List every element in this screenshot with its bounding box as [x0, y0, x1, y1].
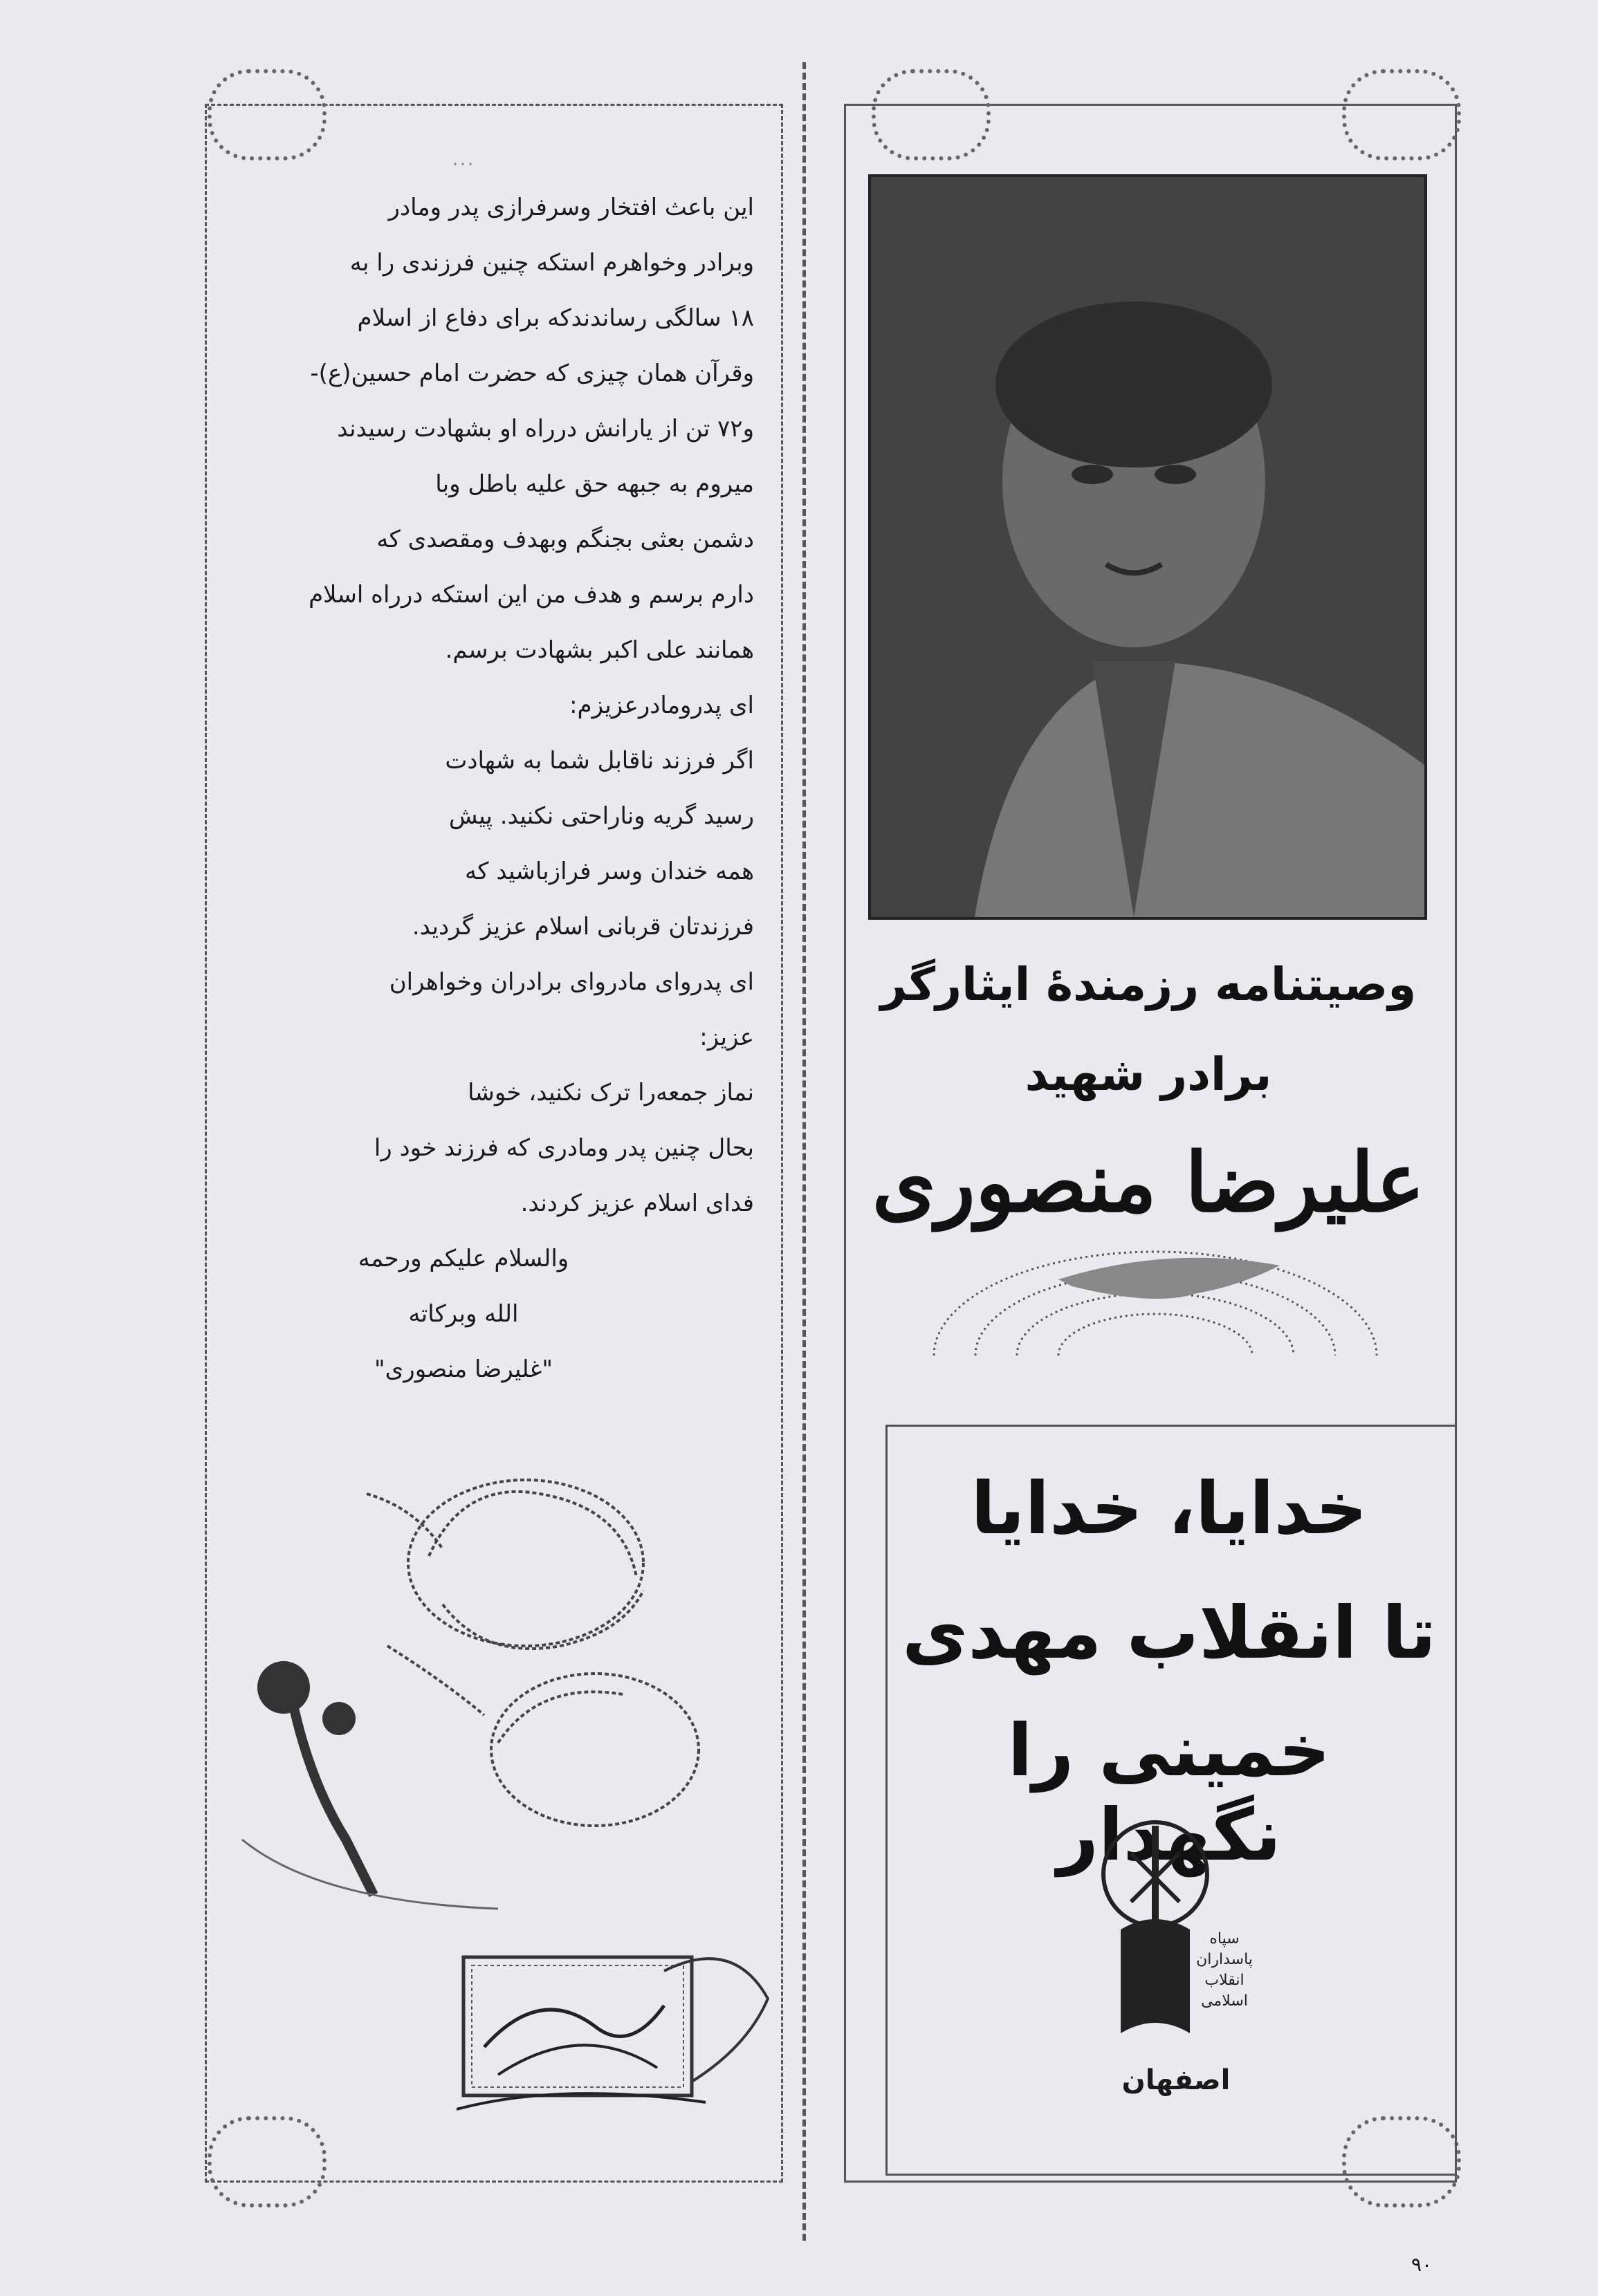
letter-line: همه خندان وسر فرازباشید که: [465, 858, 754, 885]
letter-line: این باعث افتخار وسرفرازی پدر ومادر: [388, 194, 754, 221]
letter-line: و۷۲ تن از یارانش درراه او بشهادت رسیدند: [337, 415, 754, 443]
letter-signature: "غلیرضا منصوری": [374, 1355, 553, 1383]
letter-line: دشمن بعثی بجنگم وبهدف ومقصدی که: [376, 526, 754, 553]
slogan-line: خدایا، خدایا: [971, 1466, 1368, 1550]
city-label: اصفهان: [1121, 2064, 1231, 2096]
martyr-portrait: [868, 174, 1427, 920]
official-stamp: [457, 1943, 782, 2123]
letter-line: نماز جمعه‌را ترک نکنید، خوشا: [468, 1079, 754, 1107]
slogan-line: خمینی را نگهدار: [1007, 1708, 1331, 1877]
letter-line: ای پدرومادرعزیزم:: [569, 692, 754, 719]
irgc-emblem: [1093, 1812, 1259, 2054]
page-number: ۹۰: [1411, 2253, 1433, 2276]
center-divider: [802, 62, 806, 2241]
letter-intro-faint: ...: [452, 147, 475, 170]
corner-ornament: [208, 2116, 327, 2207]
letter-line: بحال چنین پدر ومادری که فرزند خود را: [374, 1134, 754, 1162]
letter-line: ای پدروای مادروای برادران وخواهران: [389, 968, 754, 996]
letter-line: میروم به جبهه‌ حق علیه باطل وبا: [435, 470, 754, 498]
martyr-subtitle: برادر شهید: [1025, 1048, 1272, 1101]
letter-closing: والسلام علیکم ورحمه: [358, 1245, 569, 1272]
rose-drawing: [235, 1452, 775, 1923]
letter-line: وبرادر وخواهرم استکه چنین فرزندی را به: [349, 249, 754, 277]
letter-line: فرزندتان قربانی اسلام عزیز گردید.: [412, 913, 754, 941]
letter-line: دارم برسم و هدف من این استکه درراه اسلام: [309, 581, 754, 609]
will-letter: [173, 138, 754, 1397]
slogan-line: تا انقلاب مهدی: [902, 1591, 1436, 1675]
martyr-name: علیرضا منصوری: [872, 1134, 1425, 1230]
letter-line: وقرآن همان چیزی که حضرت امام حسین(ع)-: [310, 360, 754, 387]
emblem-label: سپاه: [1209, 1930, 1240, 1947]
will-title: وصیتنامه رزمندهٔ ایثارگر: [880, 958, 1417, 1011]
emblem-label: پاسداران: [1196, 1951, 1253, 1968]
letter-line: ۱۸ سالگی رساندندکه برای دفاع از اسلام: [357, 304, 754, 332]
letter-line: همانند علی اکبر بشهادت برسم.: [445, 636, 754, 664]
corner-ornament: [1342, 69, 1461, 160]
letter-line: عزیز:: [699, 1024, 754, 1051]
emblem-label: اسلامی: [1201, 1992, 1248, 2010]
dove-ornament: [892, 1238, 1418, 1355]
corner-ornament: [872, 69, 991, 160]
letter-line: اگر فرزند ناقابل شما به شهادت: [445, 747, 754, 775]
portrait-image: [871, 177, 1424, 917]
letter-closing: الله وبرکاته: [408, 1300, 519, 1328]
emblem-label: انقلاب: [1204, 1972, 1245, 1989]
letter-line: رسید گریه وناراحتی نکنید. پیش: [448, 802, 754, 830]
letter-line: فدای اسلام عزیز کردند.: [520, 1189, 754, 1217]
